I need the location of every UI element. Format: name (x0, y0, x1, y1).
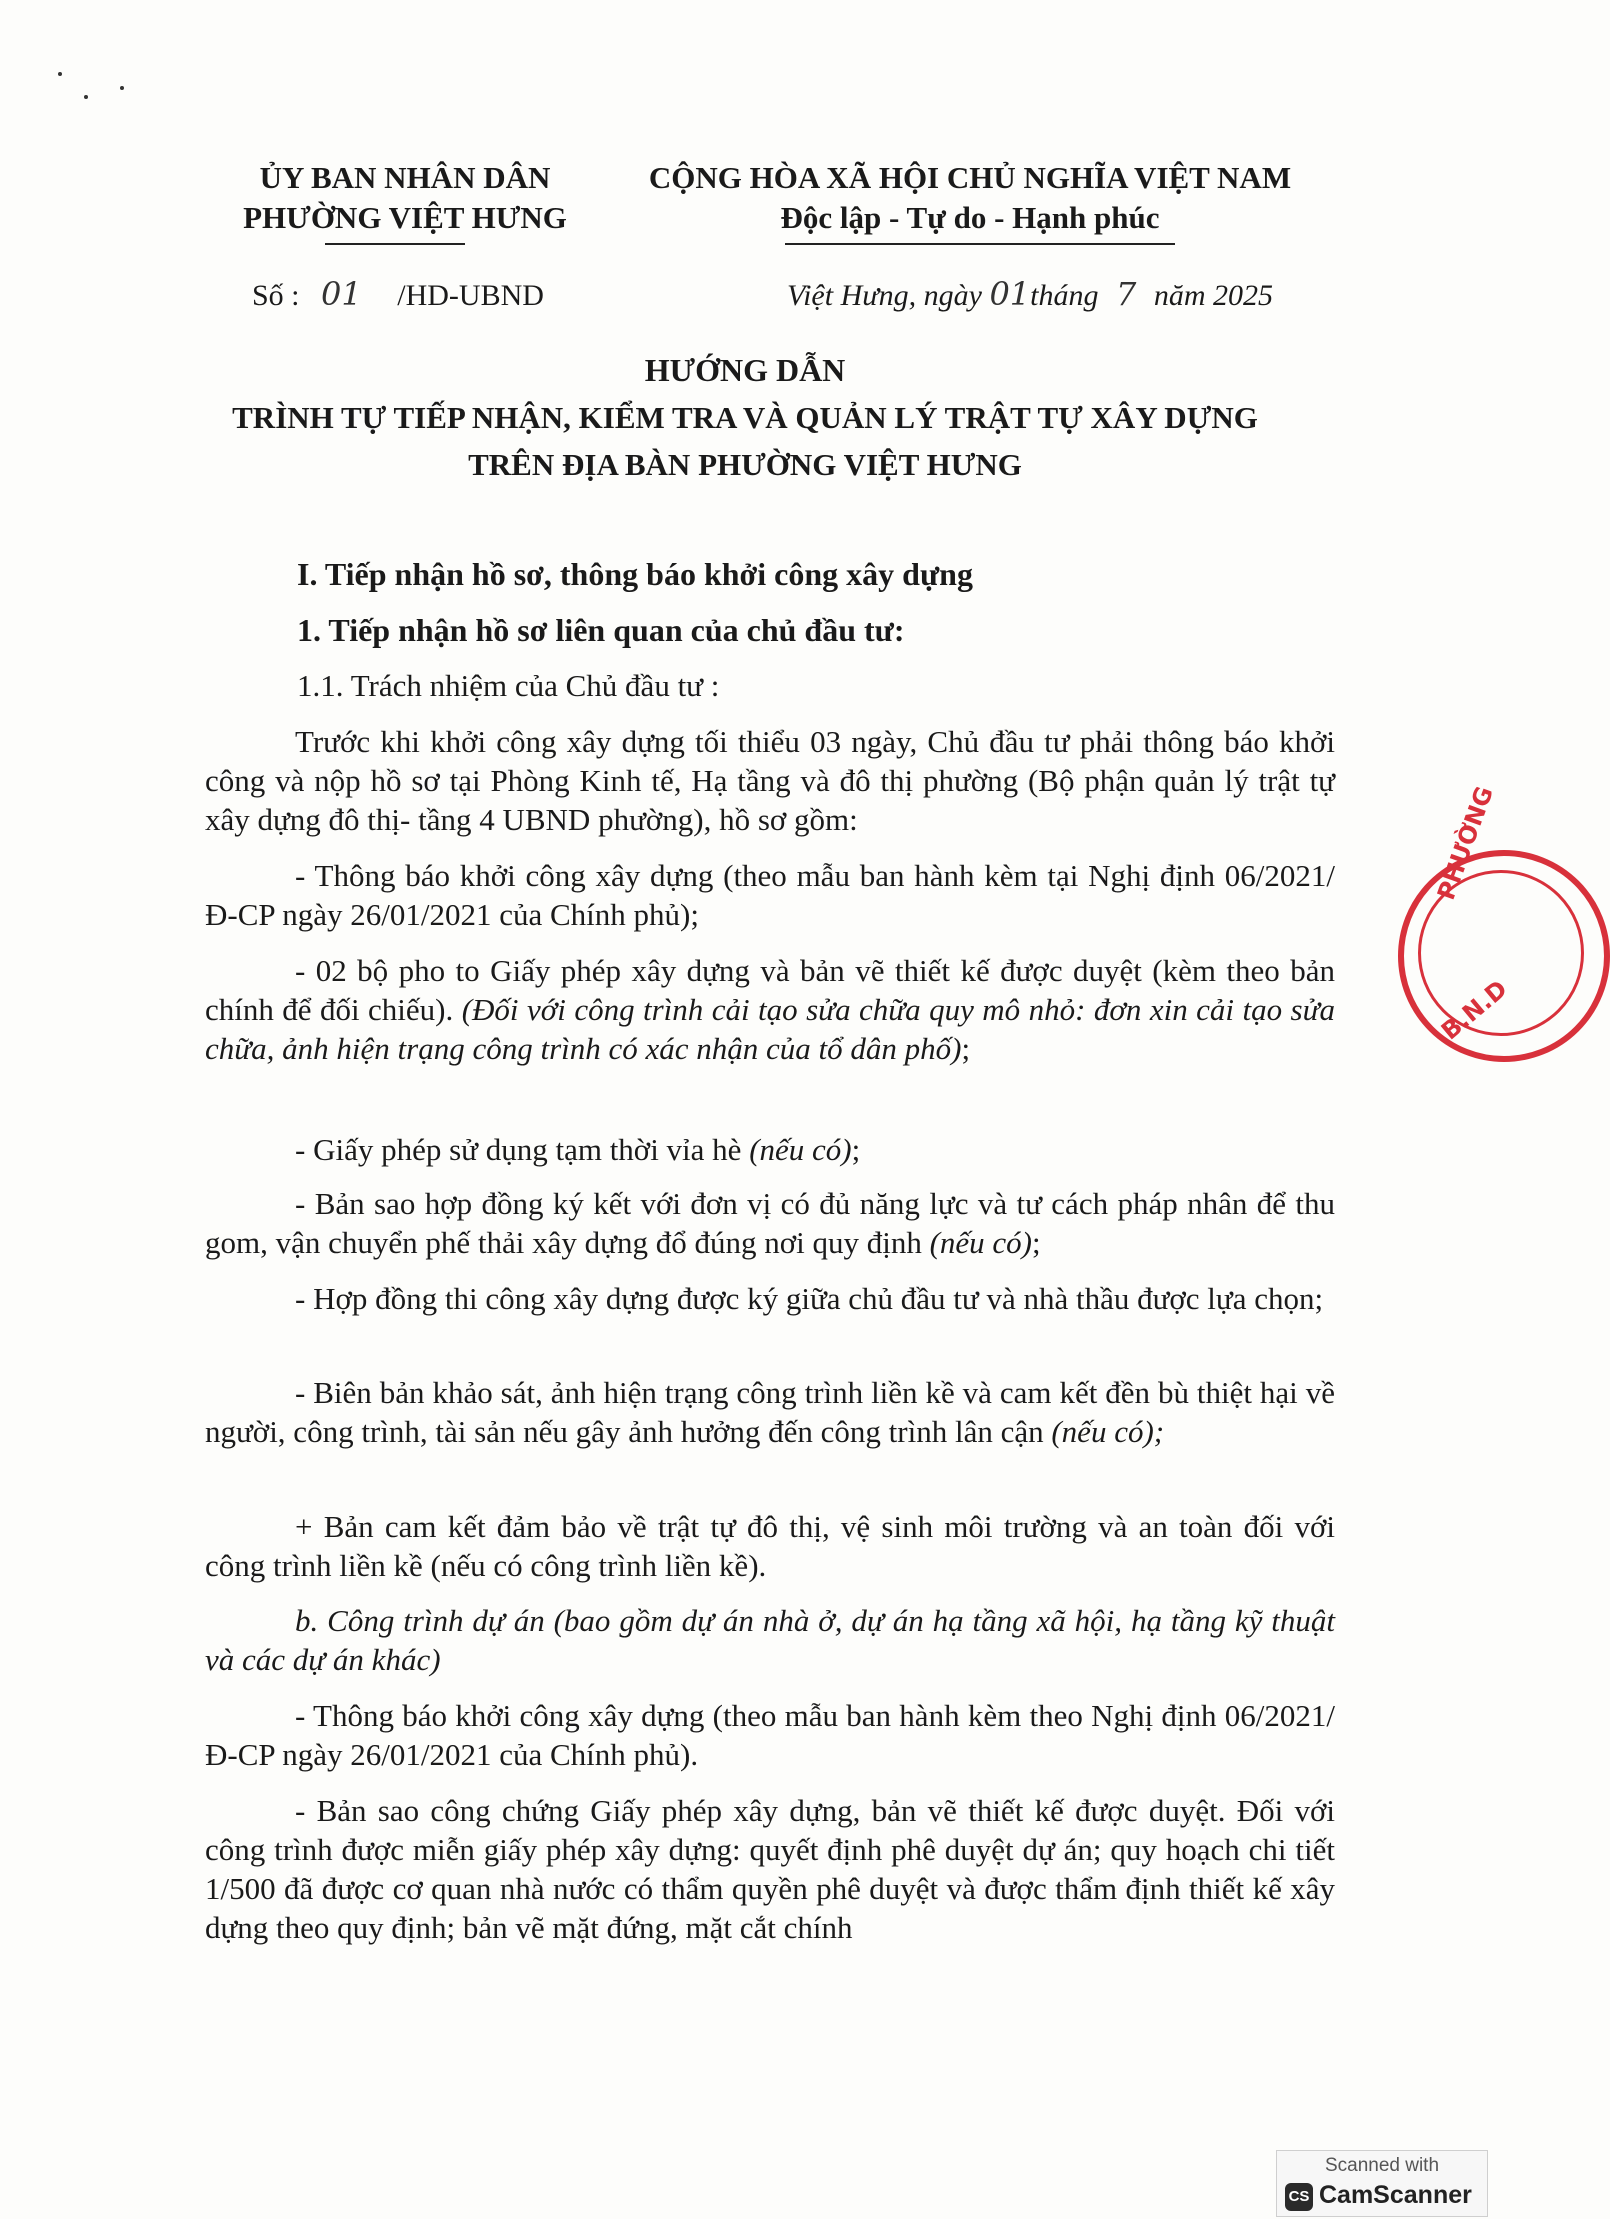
camscanner-watermark (1276, 2150, 1488, 2217)
document-subtitle-2: TRÊN ĐỊA BÀN PHƯỜNG VIỆT HƯNG (468, 447, 1022, 482)
scan-speck (84, 95, 88, 99)
document-number (252, 275, 544, 313)
waste-note: (nếu có) (929, 1225, 1032, 1260)
item-permit-copies (205, 951, 1335, 1068)
month-label: tháng (1030, 279, 1099, 312)
waste-text: - Bản sao hợp đồng ký kết với đơn vị có đủ năng lực và tư cách pháp nhân để thu gom, vận chuyển phế thải xây dựng đổ đúng nơi quy định (205, 1186, 1335, 1260)
number-suffix: /HD-UBND (397, 279, 544, 312)
number-label: Số : (252, 279, 300, 312)
national-motto-block (620, 158, 1320, 238)
item-sidewalk-permit (205, 1130, 1335, 1169)
item-waste-contract (205, 1184, 1335, 1262)
issuer-underline (325, 243, 465, 245)
waste-end: ; (1032, 1225, 1041, 1260)
camscanner-logo-icon: CS (1285, 2183, 1313, 2211)
document-title: HƯỚNG DẪN (644, 352, 846, 388)
date-place: Việt Hưng, ngày (787, 279, 982, 312)
scan-speck (58, 72, 62, 76)
sidewalk-end: ; (851, 1132, 861, 1167)
sidewalk-note: (nếu có) (749, 1132, 852, 1167)
permit-text: - 02 bộ pho to Giấy phép xây dựng và bản vẽ thiết kế được duyệt (kèm theo bản chính để đối chiếu). (205, 953, 1335, 1027)
paragraph-intro: Trước khi khởi công xây dựng tối thiểu 03 ngày, Chủ đầu tư phải thông báo khởi công và nộp hồ sơ tại Phòng Kinh tế, Hạ tầng và đô thị phường (Bộ phận quản lý trật tự xây dựng đô thị- tầng 4 UBND phường), hồ sơ gồm: (205, 724, 1335, 837)
permit-note: (Đối với công trình cải tạo sửa chữa quy mô nhỏ: đơn xin cải tạo sửa chữa, ảnh hiện trạng công trình có xác nhận của tổ dân phố) (205, 992, 1335, 1066)
permit-end: ; (961, 1031, 971, 1066)
subsection-b: b. Công trình dự án (bao gồm dự án nhà ở, dự án hạ tầng xã hội, hạ tầng kỹ thuật và các dự án khác) (205, 1603, 1335, 1677)
national-title: CỘNG HÒA XÃ HỘI CHỦ NGHĨA VIỆT NAM (648, 160, 1292, 195)
sidewalk-text: - Giấy phép sử dụng tạm thời vỉa hè (295, 1132, 742, 1167)
handwritten-number: 01 (321, 275, 362, 313)
document-subtitle-1: TRÌNH TỰ TIẾP NHẬN, KIỂM TRA VÀ QUẢN LÝ TRẬT TỰ XÂY DỰNG (232, 400, 1258, 435)
issuer-line-2: PHƯỜNG VIỆT HƯNG (243, 200, 567, 235)
item-notarized-permit: - Bản sao công chứng Giấy phép xây dựng, bản vẽ thiết kế được duyệt. Đối với công trình được miễn giấy phép xây dựng: quyết định phê duyệt dự án; quy hoạch chi tiết 1/500 đã được cơ quan nhà nước có thẩm quyền phê duyệt và được thẩm định thiết kế xây dựng theo quy định; bản vẽ mặt đứng, mặt cắt chính (205, 1793, 1335, 1945)
scan-speck (120, 86, 124, 90)
seal-text-side: B.N.D (1435, 974, 1513, 1046)
watermark-caption: Scanned with (1324, 2155, 1440, 2176)
section-heading-1: 1. Tiếp nhận hồ sơ liên quan của chủ đầu tư: (297, 612, 905, 648)
seal-text-top: PHƯỜNG (1432, 782, 1499, 904)
item-project-notice: - Thông báo khởi công xây dựng (theo mẫu ban hành kèm theo Nghị định 06/2021/Đ-CP ngày 26/01/2021 của Chính phủ). (205, 1698, 1335, 1772)
survey-note: (nếu có); (1051, 1414, 1165, 1449)
document-date (787, 275, 1273, 313)
official-seal (1398, 782, 1610, 1062)
item-construction-contract: - Hợp đồng thi công xây dựng được ký giữa chủ đầu tư và nhà thầu được lựa chọn; (295, 1281, 1324, 1316)
section-heading-I: I. Tiếp nhận hồ sơ, thông báo khởi công xây dựng (297, 556, 973, 592)
motto-underline (785, 243, 1175, 245)
handwritten-day: 01 (989, 275, 1031, 313)
handwritten-month: 7 (1116, 275, 1137, 313)
item-survey-record (205, 1373, 1335, 1451)
section-heading-1-1: 1.1. Trách nhiệm của Chủ đầu tư : (297, 668, 720, 703)
national-motto: Độc lập - Tự do - Hạnh phúc (780, 200, 1160, 235)
watermark-brand: CamScanner (1319, 2181, 1472, 2209)
issuer-block (200, 158, 610, 238)
item-commitment: + Bản cam kết đảm bảo về trật tự đô thị, vệ sinh môi trường và an toàn đối với công trình liền kề (nếu có công trình liền kề). (205, 1509, 1335, 1583)
issuer-line-1: ỦY BAN NHÂN DÂN (259, 160, 551, 195)
year-text: năm 2025 (1153, 279, 1274, 312)
item-notice: - Thông báo khởi công xây dựng (theo mẫu ban hành kèm tại Nghị định 06/2021/Đ-CP ngày 26/01/2021 của Chính phủ); (205, 858, 1335, 932)
survey-text: - Biên bản khảo sát, ảnh hiện trạng công trình liền kề và cam kết đền bù thiệt hại về người, công trình, tài sản nếu gây ảnh hưởng đến công trình lân cận (205, 1375, 1335, 1449)
